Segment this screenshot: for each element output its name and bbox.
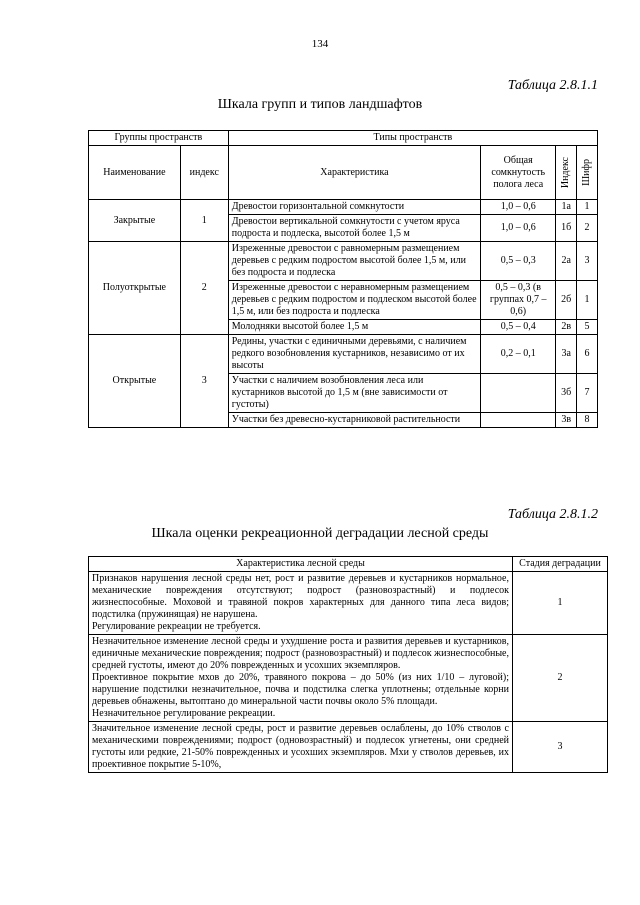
row-stage: 2 — [513, 635, 608, 722]
group-name: Открытые — [89, 335, 181, 428]
table-row — [89, 635, 608, 722]
row-description — [89, 635, 513, 722]
table-header-row — [89, 557, 608, 572]
row-density: 0,5 – 0,3 (в группах 0,7 – 0,6) — [481, 281, 556, 320]
row-characteristic: Молодняки высотой более 1,5 м — [228, 320, 480, 335]
row-density — [481, 374, 556, 413]
row-index: 3а — [556, 335, 577, 374]
desc-paragraph: Незначительное изменение лесной среды и ухудшение роста и развития деревьев и кустарников, единичные механические повреждения; подрост (разновозрастный) и подлесок жизнеспособные, средней густоты, имеют до 20% поврежденных и усохших экземпляров. — [92, 636, 509, 671]
row-characteristic: Редины, участки с единичными деревьями, с наличием редкого возобновления кустарников, независимо от их высоты — [228, 335, 480, 374]
desc-paragraph: Проективное покрытие мхов до 20%, травяного покрова – до 50% (из них 1/10 – луговой); нарушение подстилки незначительное, почва и подстилка слегка уплотнены; отдельные корни деревьев обнажены, вытоптано до минеральной части почвы около 5% площади. — [92, 672, 509, 707]
recreational-degradation-table — [88, 556, 608, 773]
page-number: 134 — [311, 38, 329, 50]
row-characteristic: Участки без древесно-кустарниковой растительности — [228, 413, 480, 428]
landscape-types-table — [88, 130, 598, 428]
header-characteristic: Характеристика лесной среды — [89, 557, 513, 572]
row-code: 6 — [577, 335, 598, 374]
table1-caption: Таблица 2.8.1.1 — [507, 78, 598, 93]
group-name: Закрытые — [89, 200, 181, 242]
header-characteristic: Характеристика — [228, 146, 480, 200]
row-characteristic: Участки с наличием возобновления леса или кустарников высотой до 1,5 м (вне зависимости от густоты) — [228, 374, 480, 413]
header-groups: Группы пространств — [89, 131, 229, 146]
row-index: 3б — [556, 374, 577, 413]
row-index: 1а — [556, 200, 577, 215]
row-code: 7 — [577, 374, 598, 413]
row-characteristic: Изреженные древостои с равномерным размещением деревьев с редким подростом высотой более 1,5 м, или без подроста и подлеска — [228, 242, 480, 281]
row-index: 3в — [556, 413, 577, 428]
table-row — [89, 200, 598, 215]
row-characteristic: Древостои горизонтальной сомкнутости — [228, 200, 480, 215]
row-index: 2б — [556, 281, 577, 320]
row-code: 2 — [577, 215, 598, 242]
row-index: 2а — [556, 242, 577, 281]
row-description — [89, 722, 513, 773]
table-row — [89, 335, 598, 374]
table-row — [89, 572, 608, 635]
header-index-vertical: Индекс — [560, 156, 572, 189]
table-row — [89, 722, 608, 773]
row-stage: 1 — [513, 572, 608, 635]
row-stage: 3 — [513, 722, 608, 773]
row-code: 1 — [577, 200, 598, 215]
table1-title: Шкала групп и типов ландшафтов — [217, 97, 423, 112]
header-stage: Стадия деградации — [513, 557, 608, 572]
row-code: 5 — [577, 320, 598, 335]
row-density: 1,0 – 0,6 — [481, 200, 556, 215]
row-code: 1 — [577, 281, 598, 320]
group-name: Полуоткрытые — [89, 242, 181, 335]
group-index: 1 — [180, 200, 228, 242]
header-code-vertical: Шифр — [581, 159, 593, 186]
table-row — [89, 242, 598, 281]
row-code: 3 — [577, 242, 598, 281]
desc-paragraph: Незначительное регулирование рекреации. — [92, 708, 276, 719]
row-density: 0,5 – 0,4 — [481, 320, 556, 335]
table2-title: Шкала оценки рекреационной деградации лесной среды — [151, 526, 489, 541]
desc-paragraph: Признаков нарушения лесной среды нет, рост и развитие деревьев и кустарников нормальное, механические повреждения отсутствуют; подрост (разновозрастный) и подлесок жизнеспособные. Моховой и травяной покров характерных для данного типа леса видов; подстилка (пружинящая) не нарушена. — [92, 573, 509, 620]
group-index: 2 — [180, 242, 228, 335]
row-characteristic: Древостои вертикальной сомкнутости с учетом яруса подроста и подлеска, высотой более 1,5 м — [228, 215, 480, 242]
desc-paragraph: Регулирование рекреации не требуется. — [92, 621, 261, 632]
group-index: 3 — [180, 335, 228, 428]
header-name: Наименование — [89, 146, 181, 200]
header-index: индекс — [180, 146, 228, 200]
row-density — [481, 413, 556, 428]
row-code: 8 — [577, 413, 598, 428]
row-characteristic: Изреженные древостои с неравномерным размещением деревьев с редким подростом и подлеском высотой более 1,5 м, или без подроста и подлеска — [228, 281, 480, 320]
table-header-row — [89, 131, 598, 146]
header-density: Общая сомкнутость полога леса — [481, 146, 556, 200]
row-density: 0,5 – 0,3 — [481, 242, 556, 281]
desc-paragraph: Значительное изменение лесной среды, рост и развитие деревьев ослаблены, до 10% стволов с механическими повреждениями; подрост (одновозрастный) и подлесок угнетены, они средней густоты или редкие, 21-50% поврежденных и усохших экземпляров. Мхи у стволов деревьев, их проективное покрытие 5-10%, — [92, 723, 509, 770]
table2-caption: Таблица 2.8.1.2 — [507, 507, 598, 522]
row-density: 0,2 – 0,1 — [481, 335, 556, 374]
row-density: 1,0 – 0,6 — [481, 215, 556, 242]
row-index: 1б — [556, 215, 577, 242]
header-types: Типы пространств — [228, 131, 597, 146]
row-index: 2в — [556, 320, 577, 335]
table-header-row — [89, 146, 598, 200]
row-description — [89, 572, 513, 635]
